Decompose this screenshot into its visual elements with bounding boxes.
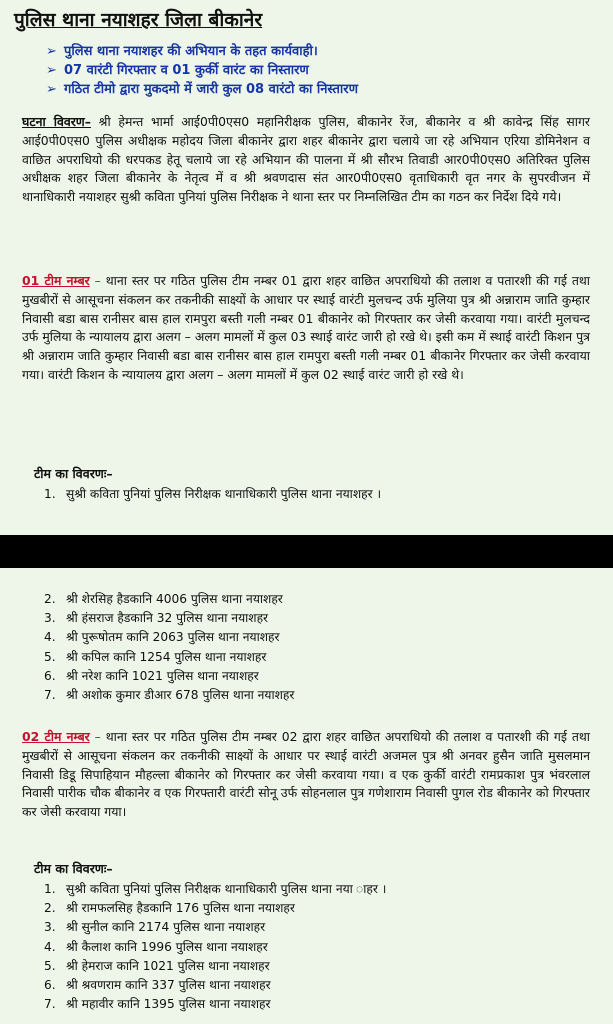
list-item: 5. श्री हेमराज कानि 1021 पुलिस थाना नयाशहर (44, 958, 270, 973)
list-item: 5. श्री कपिल कानि 1254 पुलिस थाना नयाशहर (44, 649, 267, 664)
team1-text: थाना स्तर पर गठित पुलिस टीम नम्बर 01 द्वारा शहर वाछित अपराधियो की तलाश व पतारशी की गई तथा मुखबीरों से आसूचना संकलन कर तकनीकी साक्ष्यों के आधार पर स्थाई वारंटी मुलचन्द उर्फ मुलिया पुत्र श्री अन्नाराम जाति कुम्हार निवासी बडा बास रानीसर बास हाल रामपुरा बस्ती गली नम्बर 01 बीकानेर को गिरफ्तार कर जेसी करवाया गया। वारंटी मुलचन्द उर्फ मुलिया के न्यायालय द्वारा अलग – अलग मामलों में कुल 03 स्थाई वारंट जारी हो रखे थे। इसी कम में स्थाई वारंटी किशन पुत्र श्री अन्नाराम जाति कुम्हार निवासी बडा बास रानीसर बास हाल रामपुरा बस्ती गली नम्बर 01 बीकानेर गिरफ्तार कर जेसी करवाया गया। वारंटी किशन के न्यायालय द्वारा अलग – अलग मामलों में कुल 02 स्थाई वारंट जारी हो रखे थे। (22, 273, 591, 382)
list-item: 6. श्री श्रवणराम कानि 337 पुलिस थाना नयाशहर (44, 977, 271, 992)
team1-paragraph: 01 टीम नम्बर – थाना स्तर पर गठित पुलिस टीम नम्बर 01 द्वारा शहर वाछित अपराधियो की तलाश व पतारशी की गई तथा मुखबीरों से आसूचना संकलन कर तकनीकी साक्ष्यों के आधार पर स्थाई वारंटी मुलचन्द उर्फ मुलिया पुत्र श्री अन्नाराम जाति कुम्हार निवासी बडा बास रानीसर बास हाल रामपुरा बस्ती गली नम्बर 01 बीकानेर को गिरफ्तार कर जेसी करवाया गया। वारंटी मुलचन्द उर्फ मुलिया के न्यायालय द्वारा अलग – अलग मामलों में कुल 03 स्थाई वारंट जारी हो रखे थे। इसी कम में स्थाई वारंटी किशन पुत्र श्री अन्नाराम जाति कुम्हार निवासी बडा बास रानीसर बास हाल रामपुरा बस्ती गली नम्बर 01 बीकानेर गिरफ्तार कर जेसी करवाया गया। वारंटी किशन के न्यायालय द्वारा अलग – अलग मामलों में कुल 02 स्थाई वारंट जारी हो रखे थे। (22, 273, 591, 382)
team2-text: थाना स्तर पर गठित पुलिस टीम नम्बर 02 द्वारा शहर वाछित अपराधियो की तलाश व पतारशी की गई तथा मुखबीरों से आसूचना संकलन कर तकनीकी साक्ष्यों के आधार पर स्थाई वारंटी अजमल पुत्र श्री अनवर हुसैन जाति मुसलमान निवासी डिडू सिपाहियान मौहल्ला बीकानेर को गिरफ्तार कर जेसी करवाया गया। व एक कुर्की वारंटी रामप्रकाश पुत्र भंवरलाल निवासी पारीक चौक बीकानेर व एक गिरफ्तारी वारंटी सोनू उर्फ सोहनलाल पुत्र गणेशाराम निवासी पुगल रोड बीकानेर को गिरफ्तार कर जेसी करवाया गया। (22, 729, 591, 820)
list-item: 7. श्री अशोक कुमार डीआर 678 पुलिस थाना नयाशहर (44, 687, 295, 702)
incident-text: श्री हेमन्त भार्मा आई0पी0एस0 महानिरीक्षक पुलिस, बीकानेर रेंज, बीकानेर व श्री कावेन्द्र सिंह सागर आई0पी0एस0 पुलिस अधीक्षक महोदय जिला बीकानेर द्वारा शहर बीकानेर द्वारा चलाये जा रहे अभियान एरिया डोमिनेशन व वाछित अपराधियो की धरपकड हेतू चलाये जा रहे अभियान की पालना में श्री सौरभ तिवाडी आर0पी0एस0 अतिरिक्त पुलिस अधीक्षक शहर जिला बीकानेर के नेतृत्व में व श्री श्रवणदास संत आर0पी0एस0 वृताधिकारी वृत नगर के सुपरवीजन में थानाधिकारी नयाशहर सुश्री कविता पुनियां पुलिस निरीक्षक ने थाना स्तर पर निम्नलिखित टीम का गठन कर निर्देश दिये गये। (22, 114, 590, 205)
team2-label: 02 टीम नम्बर (22, 729, 90, 744)
list-item: 4. श्री पुरूषोतम कानि 2063 पुलिस थाना नयाशहर (44, 630, 280, 645)
team1-label: 01 टीम नम्बर (22, 273, 90, 288)
list-item: 2. श्री रामफलसिह हैडकानि 176 पुलिस थाना नयाशहर (44, 901, 295, 916)
incident-paragraph (22, 113, 590, 207)
list-item: 7. श्री महावीर कानि 1395 पुलिस थाना नयाशहर (44, 997, 271, 1012)
team2-members-heading: टीम का विवरणः– (34, 861, 113, 876)
list-item: 1. सुश्री कविता पुनियां पुलिस निरीक्षक थानाधिकारी पुलिस थाना नया ाहर । (44, 882, 387, 896)
incident-label: घटना विवरण– (22, 114, 91, 129)
list-item: 4. श्री कैलाश कानि 1996 पुलिस थाना नयाशहर (44, 939, 268, 954)
arrow-bullet-icon: ➢ (46, 82, 57, 97)
highlight-item: ➢ 07 वारंटी गिरफ्तार व 01 कुर्की वारंट का निस्तारण (46, 63, 309, 78)
document-title: पुलिस थाना नयाशहर जिला बीकानेर (14, 9, 263, 31)
team1-members-list-bottom (44, 590, 294, 705)
arrow-bullet-icon: ➢ (46, 44, 57, 59)
team1-members-list-top (44, 485, 381, 504)
highlights-list (46, 42, 358, 99)
highlight-item: ➢ गठित टीमो द्वारा मुकदमो में जारी कुल 08 वारंटो का निस्तारण (46, 82, 358, 97)
arrow-bullet-icon: ➢ (46, 63, 57, 78)
list-item: 2. श्री शेरसिह हैडकानि 4006 पुलिस थाना नयाशहर (44, 592, 283, 606)
list-item: 1. सुश्री कविता पुनियां पुलिस निरीक्षक थानाधिकारी पुलिस थाना नयाशहर । (44, 487, 382, 501)
team1-members-heading: टीम का विवरणः– (34, 466, 113, 481)
list-item: 6. श्री नरेश कानि 1021 पुलिस थाना नयाशहर (44, 668, 259, 683)
page-bottom-panel (0, 568, 613, 1024)
team2-members-list (44, 880, 386, 1014)
highlight-item: ➢ पुलिस थाना नयाशहर की अभियान के तहत कार्यवाही। (46, 44, 318, 59)
list-item: 3. श्री सुनील कानि 2174 पुलिस थाना नयाशहर (44, 920, 266, 935)
list-item: 3. श्री हंसराज हैडकानि 32 पुलिस थाना नयाशहर (44, 611, 269, 626)
team2-paragraph: 02 टीम नम्बर – थाना स्तर पर गठित पुलिस टीम नम्बर 02 द्वारा शहर वाछित अपराधियो की तलाश व पतारशी की गई तथा मुखबीरों से आसूचना संकलन कर तकनीकी साक्ष्यों के आधार पर स्थाई वारंटी अजमल पुत्र श्री अनवर हुसैन जाति मुसलमान निवासी डिडू सिपाहियान मौहल्ला बीकानेर को गिरफ्तार कर जेसी करवाया गया। व एक कुर्की वारंटी रामप्रकाश पुत्र भंवरलाल निवासी पारीक चौक बीकानेर व एक गिरफ्तारी वारंटी सोनू उर्फ सोहनलाल पुत्र गणेशाराम निवासी पुगल रोड बीकानेर को गिरफ्तार कर जेसी करवाया गया। (22, 729, 591, 820)
